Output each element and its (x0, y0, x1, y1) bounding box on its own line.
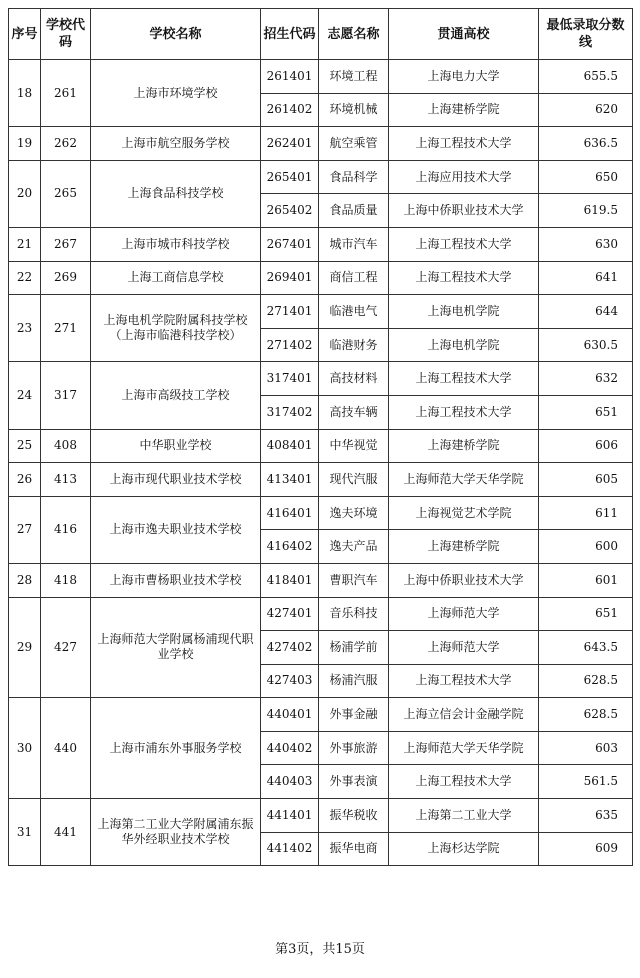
enroll-code-cell: 271402 (261, 328, 319, 362)
enroll-code-cell: 441402 (261, 832, 319, 866)
school-code-cell: 261 (41, 60, 91, 127)
wish-name-cell: 环境机械 (319, 93, 389, 127)
school-name-cell: 上海食品科技学校 (91, 160, 261, 227)
enroll-code-cell: 418401 (261, 563, 319, 597)
table-row (9, 227, 633, 261)
enroll-code-cell: 271401 (261, 295, 319, 329)
min-score-cell: 606 (539, 429, 633, 463)
min-score-cell: 605 (539, 463, 633, 497)
table-row (9, 698, 633, 732)
seq-cell: 19 (9, 127, 41, 161)
enroll-code-cell: 265401 (261, 160, 319, 194)
university-cell: 上海师范大学天华学院 (389, 731, 539, 765)
wish-name-cell: 商信工程 (319, 261, 389, 295)
school-code-cell: 267 (41, 227, 91, 261)
school-code-cell: 440 (41, 698, 91, 799)
school-code-cell: 317 (41, 362, 91, 429)
min-score-cell: 632 (539, 362, 633, 396)
university-cell: 上海中侨职业技术大学 (389, 563, 539, 597)
school-code-cell: 413 (41, 463, 91, 497)
university-cell: 上海工程技术大学 (389, 261, 539, 295)
seq-cell: 28 (9, 563, 41, 597)
wish-name-cell: 逸夫环境 (319, 496, 389, 530)
school-code-cell: 416 (41, 496, 91, 563)
header-seq: 序号 (9, 9, 41, 60)
wish-name-cell: 杨浦学前 (319, 631, 389, 665)
wish-name-cell: 振华税收 (319, 799, 389, 833)
min-score-cell: 628.5 (539, 664, 633, 698)
table-body (9, 60, 633, 866)
table-row (9, 563, 633, 597)
university-cell: 上海视觉艺术学院 (389, 496, 539, 530)
seq-cell: 29 (9, 597, 41, 698)
min-score-cell: 628.5 (539, 698, 633, 732)
min-score-cell: 644 (539, 295, 633, 329)
enroll-code-cell: 427402 (261, 631, 319, 665)
min-score-cell: 655.5 (539, 60, 633, 94)
min-score-cell: 651 (539, 395, 633, 429)
header-university: 贯通高校 (389, 9, 539, 60)
school-code-cell: 262 (41, 127, 91, 161)
min-score-cell: 650 (539, 160, 633, 194)
enroll-code-cell: 317402 (261, 395, 319, 429)
school-code-cell: 265 (41, 160, 91, 227)
admission-score-table (8, 8, 633, 866)
min-score-cell: 600 (539, 530, 633, 564)
enroll-code-cell: 261402 (261, 93, 319, 127)
table-header-row (9, 9, 633, 60)
wish-name-cell: 音乐科技 (319, 597, 389, 631)
university-cell: 上海第二工业大学 (389, 799, 539, 833)
school-name-cell: 上海市逸夫职业技术学校 (91, 496, 261, 563)
table-row (9, 261, 633, 295)
school-name-cell: 上海工商信息学校 (91, 261, 261, 295)
min-score-cell: 609 (539, 832, 633, 866)
enroll-code-cell: 261401 (261, 60, 319, 94)
enroll-code-cell: 262401 (261, 127, 319, 161)
school-code-cell: 441 (41, 799, 91, 866)
enroll-code-cell: 440401 (261, 698, 319, 732)
enroll-code-cell: 441401 (261, 799, 319, 833)
university-cell: 上海师范大学 (389, 631, 539, 665)
wish-name-cell: 中华视觉 (319, 429, 389, 463)
university-cell: 上海建桥学院 (389, 429, 539, 463)
university-cell: 上海电机学院 (389, 295, 539, 329)
wish-name-cell: 临港电气 (319, 295, 389, 329)
wish-name-cell: 逸夫产品 (319, 530, 389, 564)
enroll-code-cell: 265402 (261, 194, 319, 228)
school-name-cell: 上海市城市科技学校 (91, 227, 261, 261)
university-cell: 上海工程技术大学 (389, 395, 539, 429)
header-enroll-code: 招生代码 (261, 9, 319, 60)
university-cell: 上海师范大学天华学院 (389, 463, 539, 497)
seq-cell: 20 (9, 160, 41, 227)
table-row (9, 799, 633, 833)
school-code-cell: 408 (41, 429, 91, 463)
min-score-cell: 643.5 (539, 631, 633, 665)
university-cell: 上海立信会计金融学院 (389, 698, 539, 732)
table-row (9, 496, 633, 530)
school-code-cell: 427 (41, 597, 91, 698)
min-score-cell: 601 (539, 563, 633, 597)
wish-name-cell: 杨浦汽服 (319, 664, 389, 698)
school-name-cell: 上海市环境学校 (91, 60, 261, 127)
min-score-cell: 611 (539, 496, 633, 530)
table-row (9, 463, 633, 497)
university-cell: 上海杉达学院 (389, 832, 539, 866)
min-score-cell: 635 (539, 799, 633, 833)
enroll-code-cell: 440402 (261, 731, 319, 765)
seq-cell: 25 (9, 429, 41, 463)
wish-name-cell: 高技材料 (319, 362, 389, 396)
table-row (9, 60, 633, 94)
wish-name-cell: 航空乘管 (319, 127, 389, 161)
table-row (9, 429, 633, 463)
page-number: 第3页，共15页 (275, 942, 365, 957)
university-cell: 上海电机学院 (389, 328, 539, 362)
header-min-score: 最低录取分数线 (539, 9, 633, 60)
wish-name-cell: 食品科学 (319, 160, 389, 194)
university-cell: 上海工程技术大学 (389, 362, 539, 396)
university-cell: 上海工程技术大学 (389, 765, 539, 799)
enroll-code-cell: 269401 (261, 261, 319, 295)
wish-name-cell: 外事表演 (319, 765, 389, 799)
min-score-cell: 641 (539, 261, 633, 295)
university-cell: 上海建桥学院 (389, 93, 539, 127)
university-cell: 上海工程技术大学 (389, 227, 539, 261)
table-row (9, 597, 633, 631)
seq-cell: 31 (9, 799, 41, 866)
university-cell: 上海电力大学 (389, 60, 539, 94)
school-code-cell: 271 (41, 295, 91, 362)
table-row (9, 362, 633, 396)
min-score-cell: 620 (539, 93, 633, 127)
min-score-cell: 603 (539, 731, 633, 765)
school-name-cell: 上海市浦东外事服务学校 (91, 698, 261, 799)
min-score-cell: 561.5 (539, 765, 633, 799)
min-score-cell: 630.5 (539, 328, 633, 362)
school-name-cell: 上海市高级技工学校 (91, 362, 261, 429)
header-wish-name: 志愿名称 (319, 9, 389, 60)
seq-cell: 23 (9, 295, 41, 362)
university-cell: 上海工程技术大学 (389, 664, 539, 698)
school-code-cell: 418 (41, 563, 91, 597)
header-school-code: 学校代码 (41, 9, 91, 60)
seq-cell: 22 (9, 261, 41, 295)
school-name-cell: 上海市航空服务学校 (91, 127, 261, 161)
school-code-cell: 269 (41, 261, 91, 295)
seq-cell: 27 (9, 496, 41, 563)
table-row (9, 160, 633, 194)
school-name-cell: 上海师范大学附属杨浦现代职业学校 (91, 597, 261, 698)
min-score-cell: 636.5 (539, 127, 633, 161)
wish-name-cell: 临港财务 (319, 328, 389, 362)
wish-name-cell: 振华电商 (319, 832, 389, 866)
enroll-code-cell: 427403 (261, 664, 319, 698)
enroll-code-cell: 267401 (261, 227, 319, 261)
wish-name-cell: 外事金融 (319, 698, 389, 732)
seq-cell: 18 (9, 60, 41, 127)
school-name-cell: 上海市曹杨职业技术学校 (91, 563, 261, 597)
university-cell: 上海工程技术大学 (389, 127, 539, 161)
enroll-code-cell: 416402 (261, 530, 319, 564)
table-row (9, 127, 633, 161)
enroll-code-cell: 413401 (261, 463, 319, 497)
enroll-code-cell: 408401 (261, 429, 319, 463)
seq-cell: 30 (9, 698, 41, 799)
wish-name-cell: 食品质量 (319, 194, 389, 228)
school-name-cell: 上海第二工业大学附属浦东振华外经职业技术学校 (91, 799, 261, 866)
wish-name-cell: 曹职汽车 (319, 563, 389, 597)
school-name-cell: 上海电机学院附属科技学校（上海市临港科技学校） (91, 295, 261, 362)
wish-name-cell: 环境工程 (319, 60, 389, 94)
university-cell: 上海建桥学院 (389, 530, 539, 564)
seq-cell: 26 (9, 463, 41, 497)
wish-name-cell: 现代汽服 (319, 463, 389, 497)
wish-name-cell: 高技车辆 (319, 395, 389, 429)
wish-name-cell: 外事旅游 (319, 731, 389, 765)
table-row (9, 295, 633, 329)
min-score-cell: 619.5 (539, 194, 633, 228)
min-score-cell: 651 (539, 597, 633, 631)
university-cell: 上海应用技术大学 (389, 160, 539, 194)
min-score-cell: 630 (539, 227, 633, 261)
enroll-code-cell: 427401 (261, 597, 319, 631)
enroll-code-cell: 416401 (261, 496, 319, 530)
school-name-cell: 中华职业学校 (91, 429, 261, 463)
enroll-code-cell: 317401 (261, 362, 319, 396)
seq-cell: 21 (9, 227, 41, 261)
seq-cell: 24 (9, 362, 41, 429)
university-cell: 上海师范大学 (389, 597, 539, 631)
university-cell: 上海中侨职业技术大学 (389, 194, 539, 228)
school-name-cell: 上海市现代职业技术学校 (91, 463, 261, 497)
wish-name-cell: 城市汽车 (319, 227, 389, 261)
enroll-code-cell: 440403 (261, 765, 319, 799)
header-school-name: 学校名称 (91, 9, 261, 60)
